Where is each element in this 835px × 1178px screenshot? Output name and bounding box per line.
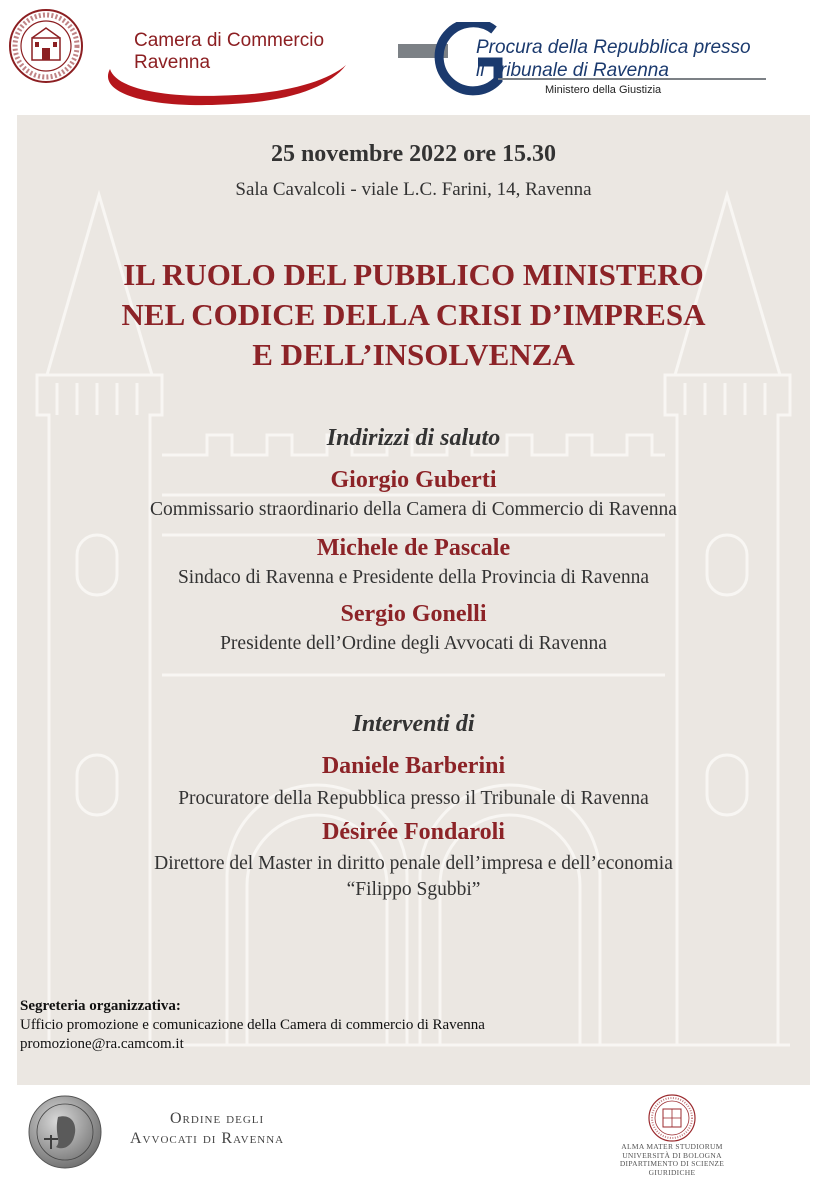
speaker-role: Direttore del Master in diritto penale dell’impresa e dell’economia (154, 853, 673, 874)
title-line-2: NEL CODICE DELLA CRISI D’IMPRESA (121, 297, 706, 332)
segreteria-email: promozione@ra.camcom.it (20, 1036, 184, 1052)
speaker-role: Commissario straordinario della Camera di Commercio di Ravenna (150, 499, 677, 520)
ordine-avvocati-logo-text (130, 1109, 284, 1149)
speaker-role-line2: “Filippo Sgubbi” (346, 879, 481, 900)
title-line-3: E DELL’INSOLVENZA (252, 337, 575, 372)
saluti-heading: Indirizzi di saluto (326, 425, 501, 451)
procura-subtitle: Ministero della Giustizia (545, 84, 662, 96)
camera-name-line2: Ravenna (134, 52, 211, 73)
speaker-name: Désirée Fondaroli (322, 819, 505, 845)
procura-line1: Procura della Repubblica presso (476, 37, 751, 58)
speaker-name: Daniele Barberini (321, 753, 506, 779)
ravenna-seal-logo (8, 8, 84, 84)
unibo-logo (612, 1093, 732, 1178)
segreteria-office: Ufficio promozione e comunicazione della Camera di commercio di Ravenna (20, 1017, 485, 1033)
speaker-role: Procuratore della Repubblica presso il Tribunale di Ravenna (178, 788, 649, 809)
title-line-1: IL RUOLO DEL PUBBLICO MINISTERO (123, 257, 704, 292)
footer (0, 1085, 835, 1178)
speaker-name: Michele de Pascale (316, 535, 511, 561)
unibo-line3: DIPARTIMENTO DI SCIENZE GIURIDICHE (619, 1159, 725, 1177)
ordine-medal-icon (28, 1095, 102, 1169)
procura-line2: il Tribunale di Ravenna (476, 60, 669, 81)
interventi-heading: Interventi di (352, 711, 475, 737)
speaker-role: Sindaco di Ravenna e Presidente della Provincia di Ravenna (177, 567, 650, 588)
event-venue: Sala Cavalcoli - viale L.C. Farini, 14, Ravenna (235, 179, 592, 200)
unibo-line1: ALMA MATER STUDIORUM (621, 1142, 723, 1151)
camera-name-line1: Camera di Commercio (134, 30, 325, 51)
event-panel (17, 115, 810, 1085)
speaker-role: Presidente dell’Ordine degli Avvocati di Ravenna (220, 633, 607, 654)
unibo-seal-icon (647, 1093, 697, 1143)
header (0, 0, 835, 115)
segreteria-block (20, 997, 485, 1054)
event-title (17, 255, 810, 375)
event-date: 25 novembre 2022 ore 15.30 (270, 141, 557, 167)
segreteria-label: Segreteria organizzativa: (20, 998, 181, 1014)
speaker-name: Sergio Gonelli (340, 601, 487, 627)
ordine-line2: Avvocati di Ravenna (130, 1130, 285, 1147)
unibo-line2: UNIVERSITÀ DI BOLOGNA (622, 1150, 722, 1160)
ordine-line1: Ordine degli (170, 1110, 265, 1127)
speaker-name: Giorgio Guberti (330, 467, 497, 493)
